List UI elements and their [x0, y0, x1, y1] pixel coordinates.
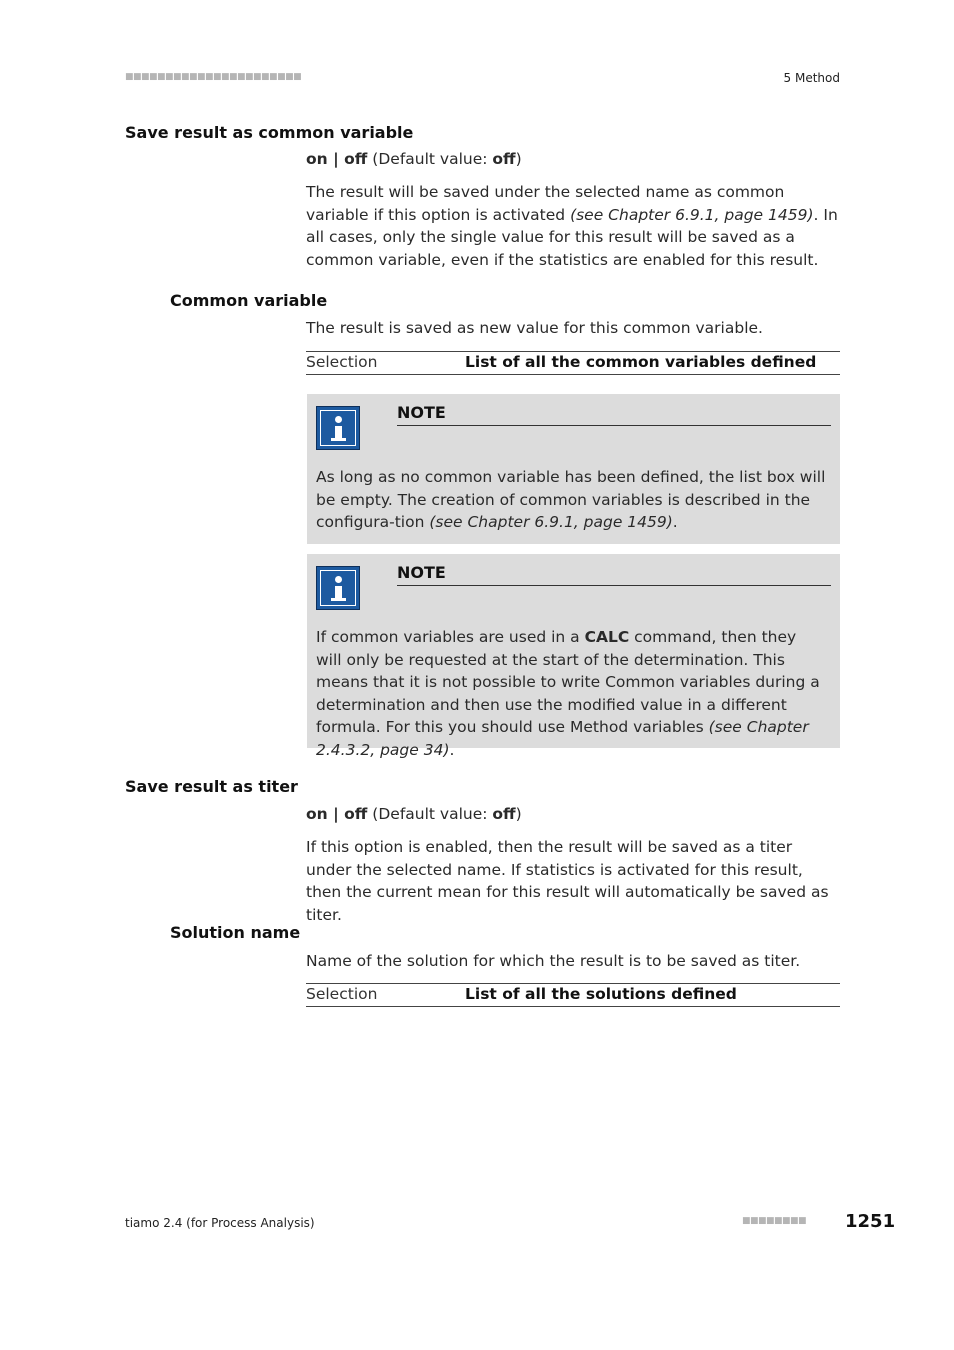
- default-suffix: ): [515, 805, 522, 823]
- selection-table-common-variable: [306, 351, 840, 375]
- default-value: off: [492, 150, 516, 168]
- default-prefix: (Default value:: [367, 805, 493, 823]
- chapter-reference-link[interactable]: (see Chapter 6.9.1, page 1459): [429, 513, 673, 531]
- heading-save-common-variable: Save result as common variable: [125, 123, 414, 142]
- option-sep: |: [327, 150, 345, 168]
- selection-label: Selection: [306, 985, 378, 1003]
- heading-save-titer: Save result as titer: [125, 777, 298, 796]
- note-title: NOTE: [397, 403, 831, 426]
- note-body: [316, 466, 826, 534]
- default-prefix: (Default value:: [367, 150, 493, 168]
- note-box-1: [307, 394, 840, 544]
- note-body: [316, 626, 826, 761]
- option-on: on: [306, 805, 328, 823]
- note-text: .: [449, 740, 455, 759]
- option-on: on: [306, 150, 328, 168]
- desc-text: The result will be saved under the selected name as common variable if this option is activated: [306, 183, 785, 224]
- description-save-titer: If this option is enabled, then the result will be saved as a titer under the selected name. If statistics is activated for this result, then the current mean for this result will automatically be saved as titer.: [306, 838, 829, 924]
- default-suffix: ): [515, 150, 522, 168]
- page-number: 1251: [845, 1211, 896, 1232]
- default-value: off: [492, 805, 516, 823]
- chapter-reference-link[interactable]: (see Chapter 6.9.1, page 1459): [570, 205, 814, 224]
- footer-product-name: tiamo 2.4 (for Process Analysis): [125, 1216, 315, 1230]
- note-box-2: [307, 554, 840, 759]
- selection-value: List of all the solutions defined: [465, 985, 737, 1003]
- option-values-titer: [306, 803, 522, 826]
- selection-label: Selection: [306, 353, 378, 371]
- header-decoration: ■■■■■■■■■■■■■■■■■■■■■■: [125, 72, 302, 82]
- option-sep: |: [327, 805, 345, 823]
- description-common-variable: The result is saved as new value for this common variable.: [306, 319, 763, 337]
- note-text: .: [672, 513, 678, 531]
- heading-solution-name: Solution name: [170, 923, 301, 942]
- note-text: If common variables are used in a: [316, 628, 585, 646]
- chapter-reference-link[interactable]: (see Chapter 2.4.3.2, page 34): [316, 718, 809, 759]
- desc-text: . In all cases, only the single value for this result will be saved as a common variable, even if the statistics are enabled for this result.: [306, 205, 838, 269]
- note-text: As long as no common variable has been defined, the list box will be empty. The creation of common variables is described in the configura-tion: [316, 468, 826, 531]
- heading-common-variable: Common variable: [170, 291, 328, 310]
- note-title: NOTE: [397, 563, 831, 586]
- option-off: off: [344, 805, 368, 823]
- description-save-common: [306, 181, 840, 271]
- note-text: command, then they will only be requested at the start of the determination. This means that it is not possible to write Common variables during a determination and then use the modified value in a different formula. For this you should use Method variables: [316, 628, 820, 736]
- selection-value: List of all the common variables defined: [465, 353, 817, 371]
- footer-decoration: ■■■■■■■■: [742, 1216, 807, 1226]
- info-icon: [316, 566, 360, 610]
- selection-table-solution-name: [306, 983, 840, 1007]
- info-icon: [316, 406, 360, 450]
- option-off: off: [344, 150, 368, 168]
- chapter-label: 5 Method: [783, 71, 840, 85]
- calc-command-name: CALC: [584, 628, 630, 646]
- description-solution-name: Name of the solution for which the result is to be saved as titer.: [306, 952, 801, 970]
- option-values-common: [306, 148, 522, 171]
